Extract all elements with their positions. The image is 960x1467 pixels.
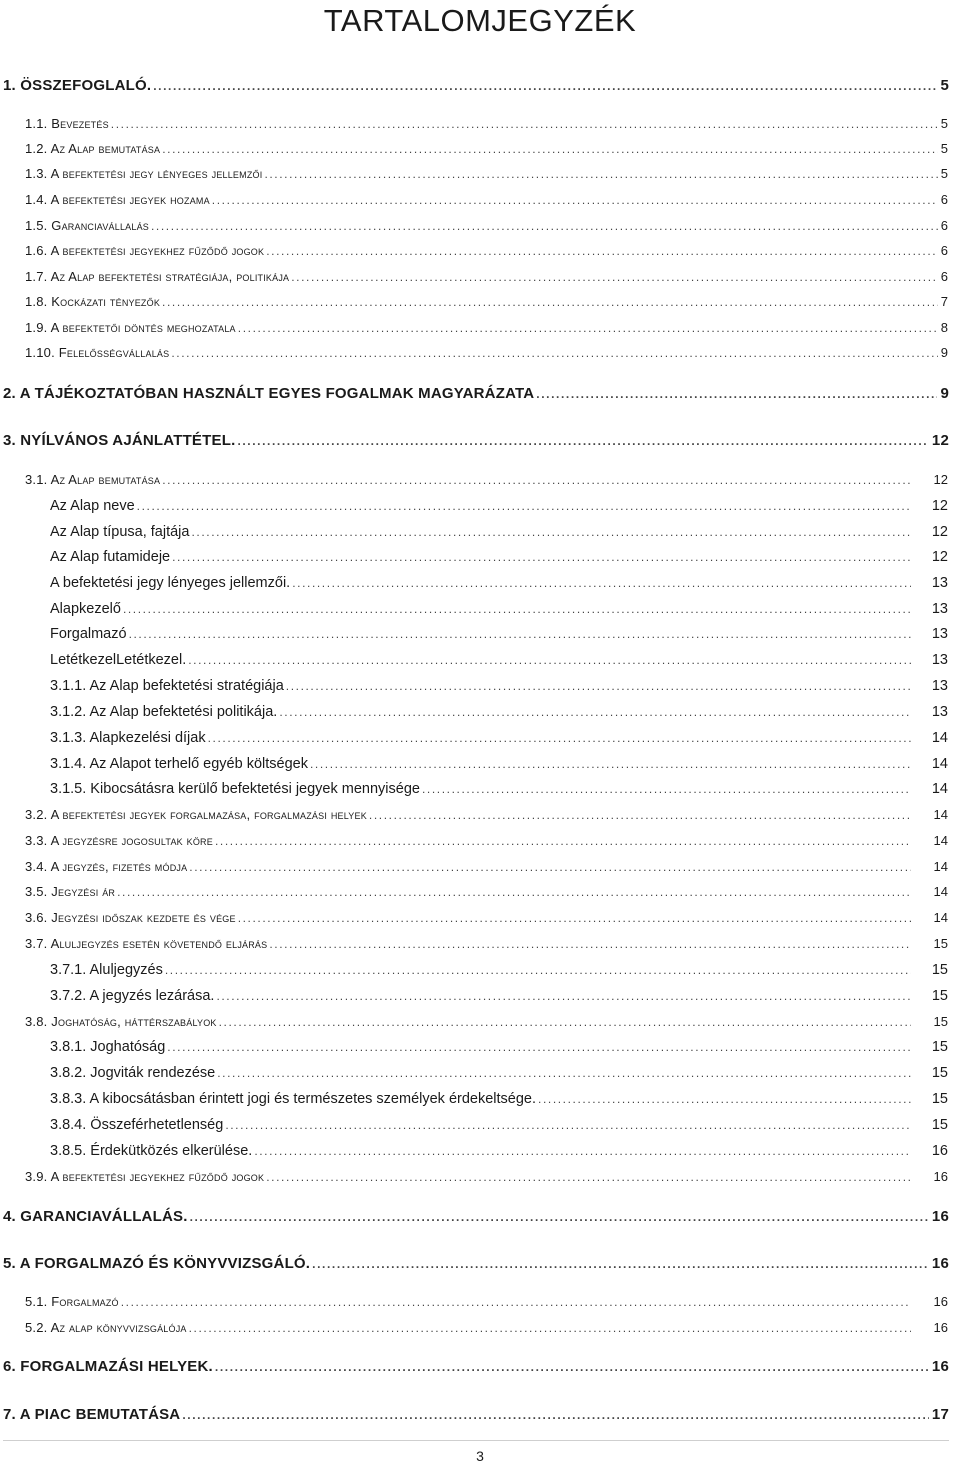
dot-leader: [215, 834, 911, 848]
toc-entry[interactable]: [0, 345, 960, 367]
toc-entry-label: 3.1.3. Alapkezelési díjak: [50, 730, 206, 746]
toc-entry-page: 13: [931, 652, 948, 668]
toc-entry-label: 1.8. Kockázati tényezők: [25, 294, 161, 309]
dot-leader: [190, 1210, 929, 1224]
toc-entry[interactable]: [0, 1294, 960, 1316]
dot-leader: [171, 346, 937, 360]
toc-entry[interactable]: [0, 962, 960, 984]
toc-entry[interactable]: [0, 1091, 960, 1113]
toc-entry-page: 9: [940, 385, 949, 402]
dot-leader: [188, 653, 911, 667]
toc-entry-label: LetétkezelLetétkezel.: [50, 652, 187, 668]
dot-leader: [292, 576, 911, 590]
toc-entry-page: 12: [931, 432, 949, 449]
toc-entry-label: 3.8. Joghatóság, háttérszabályok: [25, 1014, 217, 1029]
dot-leader: [208, 731, 911, 745]
toc-entry-label: Az Alap neve: [50, 498, 135, 514]
dot-leader: [215, 1360, 929, 1374]
toc-entry[interactable]: [0, 524, 960, 546]
footer-divider: [3, 1440, 949, 1441]
dot-leader: [167, 1040, 911, 1054]
toc-entry-label: 3.1.1. Az Alap befektetési stratégiája: [50, 678, 284, 694]
toc-entry-page: 7: [940, 294, 948, 309]
dot-leader: [172, 550, 911, 564]
toc-entry-label: 3.8.5. Érdekütközés elkerülése.: [50, 1143, 253, 1159]
toc-entry-label: 2. A TÁJÉKOZTATÓBAN HASZNÁLT EGYES FOGALMAK MAGYARÁZATA: [3, 385, 535, 402]
toc-entry[interactable]: [0, 1358, 960, 1380]
toc-entry-page: 14: [931, 781, 948, 797]
toc-entry-page: 16: [931, 1208, 949, 1225]
toc-entry[interactable]: [0, 1065, 960, 1087]
dot-leader: [216, 989, 911, 1003]
toc-entry-label: 3.9. A befektetési jegyekhez fűződő jogok: [25, 1169, 265, 1184]
dot-leader: [538, 1092, 911, 1106]
toc-entry[interactable]: [0, 1117, 960, 1139]
toc-entry[interactable]: [0, 988, 960, 1010]
toc-entry-page: 14: [933, 807, 948, 822]
toc-entry-label: 3.4. A jegyzés, fizetés módja: [25, 859, 188, 874]
toc-entry-page: 15: [931, 962, 948, 978]
toc-entry-page: 15: [933, 936, 948, 951]
toc-entry-label: 1.3. A befektetési jegy lényeges jellemzői: [25, 166, 263, 181]
dot-leader: [162, 295, 938, 309]
toc-entry[interactable]: [0, 601, 960, 623]
toc-entry-page: 15: [933, 1014, 948, 1029]
toc-entry-page: 16: [933, 1169, 948, 1184]
toc-entry-label: 3.7. Aluljegyzés esetén követendő eljárás: [25, 936, 268, 951]
toc-entry-page: 14: [931, 756, 948, 772]
toc-entry[interactable]: [0, 936, 960, 958]
toc-entry-label: 5. A FORGALMAZÓ ÉS KÖNYVVIZSGÁLÓ.: [3, 1255, 311, 1272]
dot-leader: [237, 434, 928, 448]
toc-entry[interactable]: [0, 1039, 960, 1061]
toc-entry[interactable]: [0, 704, 960, 726]
toc-entry-label: 1.4. A befektetési jegyek hozama: [25, 192, 210, 207]
toc-entry-label: 3.2. A befektetési jegyek forgalmazása, forgalmazási helyek: [25, 807, 367, 822]
dot-leader: [121, 1295, 911, 1309]
dot-leader: [162, 473, 911, 487]
toc-entry[interactable]: [0, 884, 960, 906]
dot-leader: [153, 79, 937, 93]
dot-leader: [310, 757, 911, 771]
toc-entry-label: Az Alap típusa, fajtája: [50, 524, 190, 540]
dot-leader: [219, 1015, 911, 1029]
toc-entry-page: 6: [940, 243, 948, 258]
toc-entry-label: 3.8.2. Jogviták rendezése: [50, 1065, 216, 1081]
dot-leader: [279, 705, 911, 719]
toc-entry-page: 15: [931, 1065, 948, 1081]
toc-entry-page: 15: [931, 988, 948, 1004]
toc-entry-label: 5.2. Az alap könyvvizsgálója: [25, 1320, 187, 1335]
dot-leader: [151, 219, 938, 233]
toc-entry[interactable]: [0, 833, 960, 855]
dot-leader: [312, 1257, 929, 1271]
dot-leader: [189, 860, 911, 874]
toc-entry-label: 3.8.1. Joghatóság: [50, 1039, 166, 1055]
toc-entry-page: 14: [933, 910, 948, 925]
toc-entry-page: 16: [933, 1294, 948, 1309]
toc-entry-page: 17: [931, 1406, 949, 1423]
toc-entry-page: 14: [931, 730, 948, 746]
toc-entry-page: 13: [931, 678, 948, 694]
toc-entry-label: A befektetési jegy lényeges jellemzői.: [50, 575, 291, 591]
toc-entry-label: 1.7. Az Alap befektetési stratégiája, politikája: [25, 269, 290, 284]
toc-entry-label: 1. ÖSSZEFOGLALÓ.: [3, 77, 152, 94]
dot-leader: [123, 602, 911, 616]
toc-entry[interactable]: [0, 77, 960, 99]
page-title: TARTALOMJEGYZÉK: [323, 3, 637, 38]
toc-entry-label: 3.1.2. Az Alap befektetési politikája.: [50, 704, 278, 720]
toc-entry-page: 9: [940, 345, 948, 360]
dot-leader: [189, 1321, 911, 1335]
dot-leader: [238, 321, 938, 335]
toc-entry[interactable]: [0, 652, 960, 674]
toc-entry-page: 12: [931, 498, 948, 514]
toc-entry-label: 1.9. A befektetői döntés meghozatala: [25, 320, 236, 335]
toc-entry[interactable]: [0, 781, 960, 803]
toc-entry-label: 3.1.5. Kibocsátásra kerülő befektetési jegyek mennyisége: [50, 781, 420, 797]
toc-entry[interactable]: [0, 166, 960, 188]
toc-entry[interactable]: [0, 756, 960, 778]
toc-entry-label: 3. NYÍLVÁNOS AJÁNLATTÉTEL.: [3, 432, 236, 449]
toc-entry-page: 16: [933, 1320, 948, 1335]
dot-leader: [266, 1170, 911, 1184]
toc-entry-page: 14: [933, 859, 948, 874]
toc-entry-page: 5: [940, 141, 948, 156]
toc-entry-label: 1.1. Bevezetés: [25, 116, 109, 131]
toc-entry-page: 5: [940, 166, 948, 181]
dot-leader: [269, 937, 911, 951]
toc-entry-label: 1.6. A befektetési jegyekhez fűződő jogok: [25, 243, 265, 258]
dot-leader: [422, 782, 911, 796]
toc-entry[interactable]: [0, 269, 960, 291]
dot-leader: [165, 963, 911, 977]
toc-entry-page: 16: [931, 1358, 949, 1375]
toc-entry[interactable]: [0, 1406, 960, 1428]
toc-entry-page: 6: [940, 192, 948, 207]
toc-entry[interactable]: [0, 320, 960, 342]
toc-entry-page: 15: [931, 1039, 948, 1055]
toc-entry-page: 5: [940, 116, 948, 131]
toc-entry[interactable]: [0, 1320, 960, 1342]
toc-entry-label: 6. FORGALMAZÁSI HELYEK.: [3, 1358, 213, 1375]
dot-leader: [191, 525, 911, 539]
toc-entry-page: 8: [940, 320, 948, 335]
toc-entry-page: 16: [931, 1255, 949, 1272]
toc-entry[interactable]: [0, 385, 960, 407]
dot-leader: [182, 1408, 929, 1422]
toc-entry-label: 3.8.3. A kibocsátásban érintett jogi és természetes személyek érdekeltsége.: [50, 1091, 537, 1107]
toc-entry-label: 3.1. Az Alap bemutatása: [25, 472, 161, 487]
toc-entry-page: 13: [931, 575, 948, 591]
toc-entry[interactable]: [0, 807, 960, 829]
toc-entry[interactable]: [0, 243, 960, 265]
dot-leader: [217, 1066, 911, 1080]
dot-leader: [162, 142, 938, 156]
toc-entry[interactable]: [0, 549, 960, 571]
dot-leader: [111, 117, 938, 131]
dot-leader: [238, 911, 911, 925]
toc-entry[interactable]: [0, 294, 960, 316]
toc-entry[interactable]: [0, 432, 960, 454]
toc-entry-label: 4. GARANCIAVÁLLALÁS.: [3, 1208, 188, 1225]
dot-leader: [117, 885, 911, 899]
toc-entry-label: Alapkezelő: [50, 601, 121, 617]
toc-entry[interactable]: [0, 575, 960, 597]
toc-entry-page: 12: [931, 524, 948, 540]
toc-entry-label: 3.8.4. Összeférhetetlenség: [50, 1117, 224, 1133]
toc-entry[interactable]: [0, 626, 960, 648]
toc-entry[interactable]: [0, 730, 960, 752]
dot-leader: [137, 499, 911, 513]
toc-entry-page: 13: [931, 704, 948, 720]
toc-entry-label: 3.1.4. Az Alapot terhelő egyéb költségek: [50, 756, 308, 772]
toc-entry-page: 15: [931, 1117, 948, 1133]
dot-leader: [369, 808, 911, 822]
toc-entry-page: 12: [933, 472, 948, 487]
toc-entry-page: 6: [940, 269, 948, 284]
toc-entry-page: 14: [933, 833, 948, 848]
toc-entry-page: 13: [931, 626, 948, 642]
toc-entry[interactable]: [0, 1014, 960, 1036]
toc-entry[interactable]: [0, 192, 960, 214]
toc-entry[interactable]: [0, 218, 960, 240]
toc-entry-page: 12: [931, 549, 948, 565]
page-number: 3: [476, 1448, 484, 1464]
toc-entry-label: 1.5. Garanciavállalás: [25, 218, 149, 233]
dot-leader: [291, 270, 938, 284]
toc-entry[interactable]: [0, 498, 960, 520]
toc-entry-label: 1.2. Az Alap bemutatása: [25, 141, 161, 156]
toc-entry[interactable]: [0, 1143, 960, 1165]
dot-leader: [212, 193, 938, 207]
toc-entry[interactable]: [0, 859, 960, 881]
dot-leader: [225, 1118, 911, 1132]
toc-entry[interactable]: [0, 1208, 960, 1230]
toc-entry-page: 15: [931, 1091, 948, 1107]
toc-entry[interactable]: [0, 1255, 960, 1277]
toc-entry-label: 3.7.1. Aluljegyzés: [50, 962, 163, 978]
toc-entry[interactable]: [0, 141, 960, 163]
dot-leader: [266, 244, 938, 258]
dot-leader: [286, 679, 911, 693]
toc-entry-label: 5.1. Forgalmazó: [25, 1294, 119, 1309]
toc-entry-page: 6: [940, 218, 948, 233]
toc-entry-label: 3.3. A jegyzésre jogosultak köre: [25, 833, 213, 848]
toc-entry-page: 13: [931, 601, 948, 617]
toc-entry-label: 7. A PIAC BEMUTATÁSA: [3, 1406, 181, 1423]
dot-leader: [264, 167, 937, 181]
toc-entry-label: 3.6. Jegyzési időszak kezdete és vége: [25, 910, 236, 925]
toc-entry[interactable]: [0, 910, 960, 932]
toc-entry[interactable]: [0, 116, 960, 138]
toc-entry[interactable]: [0, 1169, 960, 1191]
toc-entry[interactable]: [0, 678, 960, 700]
toc-entry-label: Forgalmazó: [50, 626, 127, 642]
dot-leader: [129, 627, 911, 641]
toc-entry-page: 16: [931, 1143, 948, 1159]
toc-entry-label: 1.10. Felelősségvállalás: [25, 345, 170, 360]
dot-leader: [536, 387, 937, 401]
toc-entry[interactable]: [0, 472, 960, 494]
dot-leader: [254, 1144, 911, 1158]
toc-entry-label: Az Alap futamideje: [50, 549, 171, 565]
toc-entry-page: 14: [933, 884, 948, 899]
toc-entry-page: 5: [940, 77, 949, 94]
toc-entry-label: 3.5. Jegyzési ár: [25, 884, 116, 899]
toc-entry-label: 3.7.2. A jegyzés lezárása.: [50, 988, 215, 1004]
